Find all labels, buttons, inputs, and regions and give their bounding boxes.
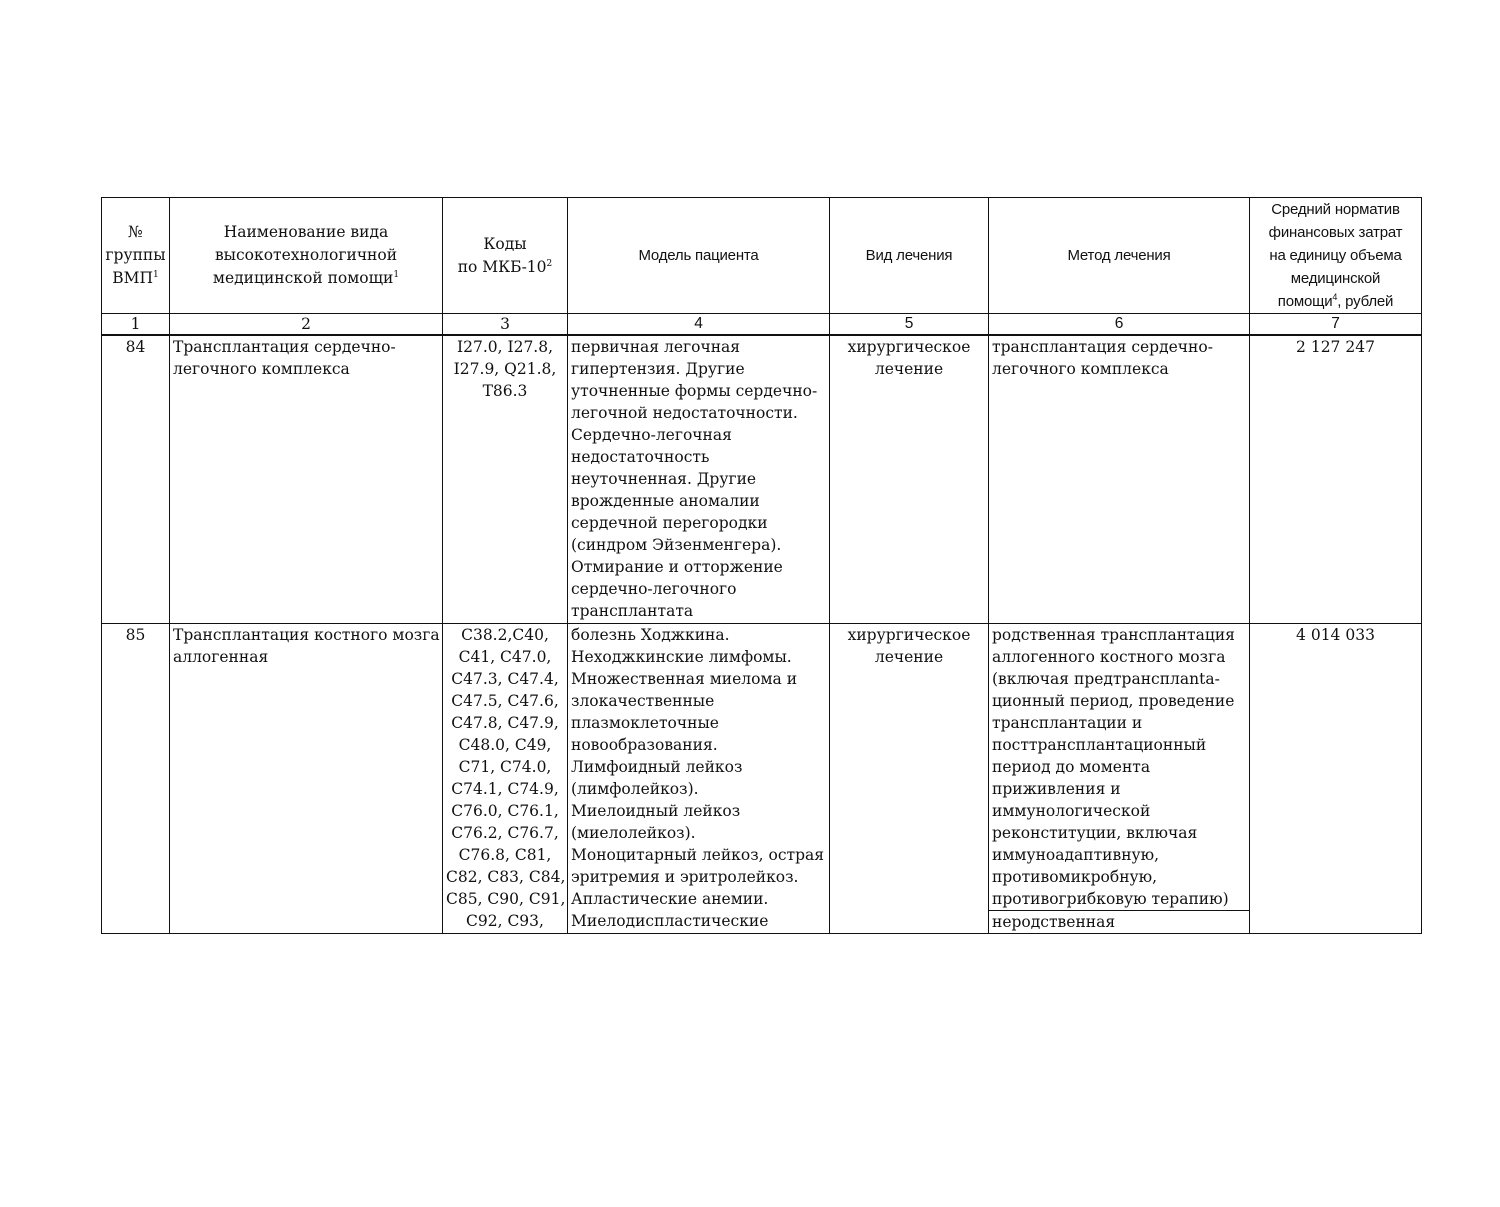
method-block-related: родственная трансплантация аллогенного костного мозга (включая предтрансплanta- ционный период, проведение трансплантации и посттрансплантационный период до момента приживления и иммунологической реконституции, включая иммуноадаптивную, противомикробную, противогрибковую терапию): [992, 626, 1235, 908]
patient-model: болезнь Ходжкина. Неходжкинские лимфомы. Множественная миелома и злокачественные плазмоклеточные новообразования. Лимфоидный лейкоз (лимфолейкоз). Миелоидный лейкоз (миелолейкоз). Моноцитарный лейкоз, острая эритремия и эритролейкоз. Апластические анемии. Миелодиспластические: [568, 624, 830, 934]
column-number: 1: [102, 314, 170, 336]
column-number: 3: [443, 314, 568, 336]
vmp-table: [101, 197, 1422, 934]
average-cost: 2 127 247: [1250, 335, 1422, 624]
header-vmp-name: Наименование вида высокотехнологичной медицинской помощи$^1$: [170, 198, 443, 314]
document-page: [101, 197, 1421, 934]
icd-codes: I27.0, I27.8, I27.9, Q21.8, T86.3: [443, 335, 568, 624]
treatment-type: хирургическое лечение: [830, 624, 989, 934]
group-number: 84: [102, 335, 170, 624]
patient-model: первичная легочная гипертензия. Другие уточненные формы сердечно- легочной недостаточности. Сердечно-легочная недостаточность неуточненная. Другие врожденные аномалии сердечной перегородки (синдром Эйзенменгера). Отмирание и отторжение сердечно-легочного трансплантата: [568, 335, 830, 624]
column-number: 7: [1250, 314, 1422, 336]
table-row: [102, 624, 1422, 934]
header-average-cost: Средний норматив финансовых затрат на единицу объема медицинской помощи$^4$, рублей: [1250, 198, 1422, 314]
header-treatment-type: Вид лечения: [830, 198, 989, 314]
header-treatment-method: Метод лечения: [989, 198, 1250, 314]
group-number: 85: [102, 624, 170, 934]
header-icd-codes: Коды по МКБ-$10^2$: [443, 198, 568, 314]
column-number: 5: [830, 314, 989, 336]
vmp-name: Трансплантация костного мозга аллогенная: [170, 624, 443, 934]
header-row: [102, 198, 1422, 314]
column-number-row: [102, 314, 1422, 336]
method-block: трансплантация сердечно- легочного комплекса: [992, 338, 1213, 378]
treatment-type: хирургическое лечение: [830, 335, 989, 624]
header-patient-model: Модель пациента: [568, 198, 830, 314]
column-number: 6: [989, 314, 1250, 336]
treatment-method: [989, 624, 1250, 934]
icd-codes: C38.2,C40, C41, C47.0, C47.3, C47.4, C47.5, C47.6, C47.8, C47.9, C48.0, C49, C71, C74.0, C74.1, C74.9, C76.0, C76.1, C76.2, C76.7, C76.8, C81, C82, C83, C84, C85, C90, C91, C92, C93,: [443, 624, 568, 934]
header-group-no: № группы ВМП$^1$: [102, 198, 170, 314]
treatment-method: [989, 335, 1250, 624]
column-number: 2: [170, 314, 443, 336]
table-row: [102, 335, 1422, 624]
method-block-unrelated: неродственная: [989, 910, 1249, 933]
average-cost: 4 014 033: [1250, 624, 1422, 934]
column-number: 4: [568, 314, 830, 336]
vmp-name: Трансплантация сердечно- легочного комплекса: [170, 335, 443, 624]
